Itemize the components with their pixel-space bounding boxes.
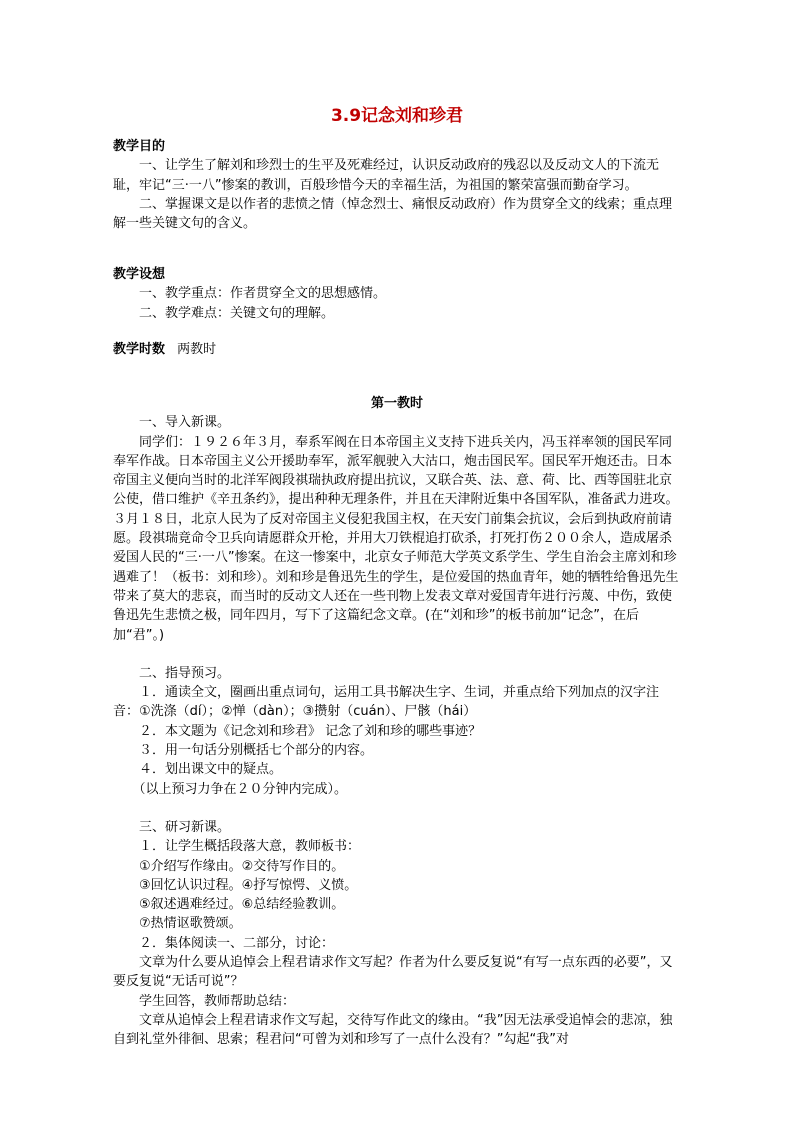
discussion-question: 文章为什么要从追悼会上程君请求作文写起？作者为什么要反复说“有写一点东西的必要”，又要反复说“无话可说”？ bbox=[113, 955, 673, 990]
design-heading: 教学设想 bbox=[113, 267, 166, 282]
study-item-1: １．让学生概括段落大意，教师板书： bbox=[139, 839, 361, 855]
design-item-2: 二、教学难点：关键文句的理解。 bbox=[139, 305, 335, 321]
study-item-2: ２．集体阅读一、二部分，讨论： bbox=[139, 935, 335, 951]
intro-heading: 一、导入新课。 bbox=[139, 415, 231, 431]
guide-heading: 二、指导预习。 bbox=[139, 665, 231, 681]
hours-value: 两教时 bbox=[177, 342, 217, 357]
board-item-1: ①介绍写作缘由。②交待写作目的。 bbox=[139, 858, 345, 874]
guide-item-4: ４．划出课文中的疑点。 bbox=[139, 762, 283, 778]
objective-item-2: 二、掌握课文是以作者的悲愤之情（悼念烈士、痛恨反动政府）作为贯穿全文的线索；重点理解一些关键文句的含义。 bbox=[113, 196, 673, 232]
board-item-3: ⑤叙述遇难经过。⑥总结经验教训。 bbox=[139, 897, 345, 913]
guide-item-1: １．通读全文，圈画出重点词句，运用工具书解决生字、生词，并重点给下列加点的汉字注音：①洗涤（dí）；②惮（dàn）；③攒射（cuán）、尸骸（hái） bbox=[113, 685, 660, 720]
answer-lead: 学生回答，教师帮助总结： bbox=[139, 993, 296, 1009]
answer-text: 文章从追悼会上程君请求作文写起，交待写作此文的缘由。“我”因无法承受追悼会的悲凉，独自到礼堂外徘徊、思索；程君问“可曾为刘和珍写了一点什么没有？”勾起“我”对 bbox=[113, 1012, 673, 1048]
guide-item-2: ２．本文题为《记念刘和珍君》 记念了刘和珍的哪些事迹？ bbox=[139, 723, 482, 739]
board-item-2: ③回忆认识过程。④抒写惊愕、义愤。 bbox=[139, 877, 358, 893]
design-section bbox=[113, 265, 681, 323]
objective-item-1: 一、让学生了解刘和珍烈士的生平及死难经过，认识反动政府的残忍以及反动文人的下流无耻，牢记“三·一八”惨案的教训，百般珍惜今天的幸福生活，为祖国的繁荣富强而勤奋学习。 bbox=[113, 158, 660, 193]
study-heading: 三、研习新课。 bbox=[139, 819, 231, 835]
guide-item-3: ３．用一句话分别概括七个部分的内容。 bbox=[139, 743, 374, 759]
objectives-section bbox=[113, 137, 681, 233]
hours-heading: 教学时数 bbox=[113, 342, 166, 357]
lesson1-heading: 第一教时 bbox=[370, 396, 423, 411]
hours-section bbox=[113, 340, 681, 359]
guide-item-5: （以上预习力争在２０分钟内完成）。 bbox=[132, 781, 348, 797]
lesson1-section bbox=[113, 394, 681, 1050]
intro-text: 同学们：１９２６年３月，奉系军阀在日本帝国主义支持下进兵关内，冯玉祥率领的国民军同奉军作战。日本帝国主义公开援助奉军，派军舰驶入大沽口，炮击国民军。国民军开炮还击。日本帝国主义便向当时的北洋军阀段祺瑞执政府提出抗议，又联合英、法、意、荷、比、西等国驻北京公使，借口维护《辛丑条约》，提出种种无理条件，并且在天津附近集中各国军队，准备武力进攻。３月１８日，北京人民为了反对帝国主义侵犯我国主权，在天安门前集会抗议，会后到执政府前请愿。段祺瑞竟命令卫兵向请愿群众开枪，并用大刀铁棍追打砍杀，打死打伤２００余人，造成屠杀爱国人民的“三·一八”惨案。在这一惨案中，北京女子师范大学英文系学生、学生自治会主席刘和珍遇难了！（板书：刘和珍）。刘和珍是鲁迅先生的学生，是位爱国的热血青年，她的牺牲给鲁迅先生带来了莫大的悲哀，而当时的反动文人还在一些刊物上发表文章对爱国青年进行污蔑、中伤，致使鲁迅先生悲愤之极，同年四月，写下了这篇纪念文章。(在“刘和珍”的板书前加“记念”，在后加“君”。) bbox=[113, 434, 679, 643]
objectives-heading: 教学目的 bbox=[113, 139, 166, 154]
design-item-1: 一、教学重点：作者贯穿全文的思想感情。 bbox=[139, 286, 387, 302]
document-title: 3.9记念刘和珍君 bbox=[330, 106, 464, 126]
board-item-4: ⑦热情讴歌赞颂。 bbox=[139, 916, 242, 932]
